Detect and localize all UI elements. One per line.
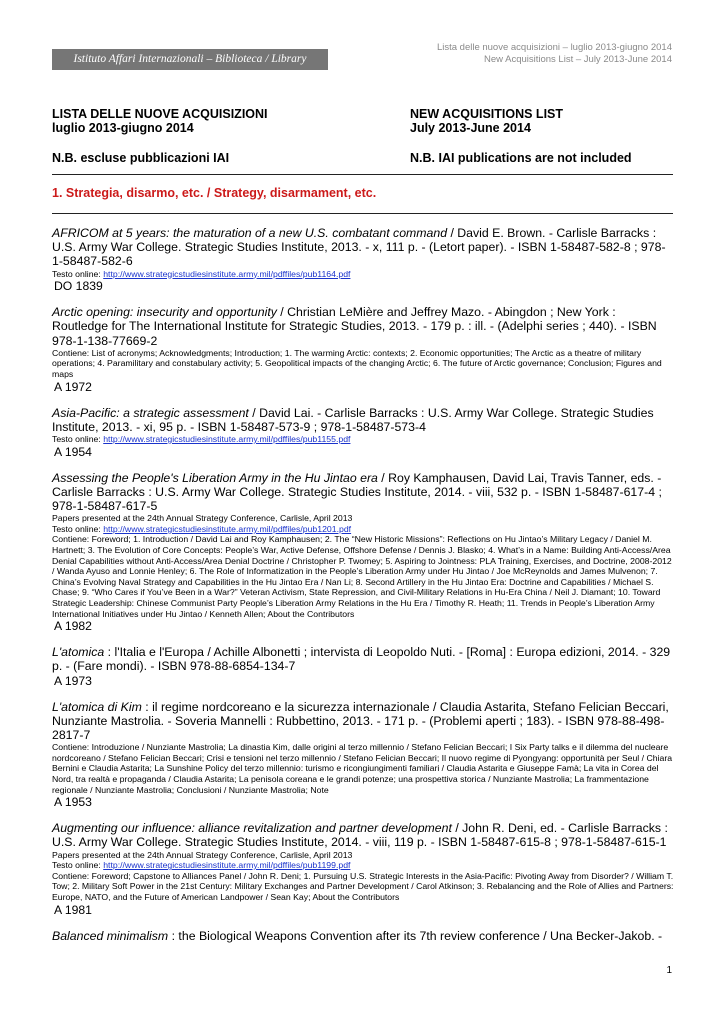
bibliography-entry: [52, 700, 674, 810]
entry-contents: Contiene: List of acronyms; Acknowledgments; Introduction; 1. The warming Arctic: contexts; 2. Economic opportunities; The Arctic as a theatre of military operations; 4. Paramilitary and constabulary activity; 5. Geopolitical impacts of the changing Arctic; 6. The future of Arctic governance; Conclusion; Figures and maps: [52, 347, 662, 379]
running-header: [352, 42, 672, 66]
english-period: July 2013-June 2014: [410, 121, 531, 135]
shelf-mark: A 1981: [54, 902, 92, 917]
entry-contents: Contiene: Foreword; 1. Introduction / David Lai and Roy Kamphausen; 2. The “New Historic Missions”: Reflections on Hu Jintao’s Military Legacy / Daniel M. Hartnett; 3. The Evolution of Core Concepts: People’s War, Active Defense, Offshore Defense / Dennis J. Blasko; 4. What’s in a Name: Building Anti-Access/Area Denial Capabilities without Anti-Access/Area Denial Doctrine / Christopher P. Twomey; 5. Aspiring to Jointness: PLA Training, Exercises, and Doctrine, 2008-2012 / Wanda Ayuso and Lonnie Henley; 6. The Role of Informatization in the People’s Liberation Army under Hu Jintao / Joe McReynolds and James Mulvenon; 7. China’s Evolving Naval Strategy and Capabilities in the Hu Jintao Era / Nan Li; 8. Second Artillery in the Hu Jintao Era: Doctrine and Capabilities / Michael S. Chase; 9. “Who Cares if You’ve Been in a War?” Veteran Activism, State Repression, and Civil-Military Relations in Hu-Era China / Neil J. Diamant; 10. Toward Strategic Leadership: Chinese Communist Party People’s Liberation Army Relations in the Hu Era / Timothy R. Heath; 11. Trends in People’s Liberation Army International Initiatives under Hu Jintao / Kenneth Allen; About the Contributors: [52, 534, 672, 619]
shelf-mark: A 1973: [54, 673, 92, 688]
library-banner: Istituto Affari Internazionali – Biblioteca / Library: [52, 49, 328, 70]
entry-citation: [52, 305, 674, 348]
english-title-block: [410, 107, 632, 165]
entry-description: : the Biological Weapons Convention after its 7th review conference / Una Becker-Jakob. -: [168, 928, 663, 943]
online-text-line: [52, 860, 674, 871]
entry-citation: [52, 471, 674, 514]
entry-citation: [52, 645, 674, 673]
entry-note: Papers presented at the 24th Annual Strategy Conference, Carlisle, April 2013: [52, 849, 353, 860]
entry-citation: [52, 929, 674, 943]
entry-description: : il regime nordcoreano e la sicurezza internazionale / Claudia Astarita, Stefano Felician Beccari, Nunziante Mastrolia. - Soveria Mannelli : Rubbettino, 2013. - 171 p. - (Problemi aperti ; 183). - ISBN 978-88-498-2817-7: [52, 699, 669, 742]
italian-title-block: [52, 107, 268, 165]
bibliography-entry: [52, 645, 674, 687]
entry-description: / Christian LeMière and Jeffrey Mazo. - Abingdon ; New York : Routledge for The International Institute for Strategic Studies, 2013. - 179 p. : ill. - (Adelphi series ; 440). - ISBN 978-1-138-77669-2: [52, 305, 657, 348]
shelf-mark: A 1972: [54, 379, 92, 394]
entry-title: L'atomica: [52, 645, 105, 660]
online-label: Testo online:: [52, 434, 104, 444]
online-link[interactable]: http://www.strategicstudiesinstitute.army.mil/pdffiles/pub1164.pdf: [103, 268, 351, 279]
section-divider-bottom: [52, 213, 673, 214]
italian-period: luglio 2013-giugno 2014: [52, 121, 194, 135]
bibliography-entry: [52, 226, 674, 293]
online-text-line: [52, 524, 674, 535]
entry-list: [52, 226, 674, 955]
shelf-mark: DO 1839: [54, 279, 103, 294]
online-label: Testo online:: [52, 268, 104, 279]
running-header-italian: Lista delle nuove acquisizioni – luglio 2013-giugno 2014: [436, 42, 672, 53]
entry-title: Arctic opening: insecurity and opportunity: [52, 305, 277, 320]
bibliography-entry: [52, 305, 674, 393]
entry-citation: [52, 700, 674, 743]
entry-description: / David Lai. - Carlisle Barracks : U.S. Army War College. Strategic Studies Institute, 2013. - xi, 95 p. - ISBN 1-58487-573-9 ; 978-1-58487-573-4: [52, 405, 654, 434]
shelf-mark: A 1953: [54, 795, 92, 810]
shelf-mark: A 1954: [54, 444, 92, 459]
online-link[interactable]: http://www.strategicstudiesinstitute.army.mil/pdffiles/pub1199.pdf: [103, 860, 351, 871]
online-link[interactable]: http://www.strategicstudiesinstitute.army.mil/pdffiles/pub1201.pdf: [103, 523, 352, 534]
italian-note: N.B. escluse pubblicazioni IAI: [52, 151, 230, 165]
entry-title: Augmenting our influence: alliance revitalization and partner development: [52, 821, 452, 836]
entry-title: Balanced minimalism: [52, 928, 169, 943]
bibliography-entry: [52, 821, 674, 916]
shelf-mark: A 1982: [54, 619, 92, 634]
entry-citation: [52, 406, 674, 434]
entry-contents: Contiene: Introduzione / Nunziante Mastrolia; La dinastia Kim, dalle origini al terzo millennio / Stefano Felician Beccari; I Six Party talks e il dilemma del nucleare nordcoreano / Stefano Felician Beccari; Crisi e tensioni nel terzo millennio / Stefano Felician Beccari; Il nuovo regime di Pyongyang: opportunità per Seul / Chiara Bernini e Claudia Astarita; La Sunshine Policy del terzo millennio: turismo e ricongiungimenti familiari / Claudia Astarita e Giuseppe Famà; La vita in Corea del Nord, tra realtà e propaganda / Claudia Astarita; La penisola coreana e le grandi potenze; una prospettiva storica / Nunziante Mastrolia; La frammentazione regionale / Nunziante Mastrolia; Conclusioni / Nunziante Mastrolia; Note: [52, 742, 673, 795]
entry-title: AFRICOM at 5 years: the maturation of a new U.S. combatant command: [52, 226, 448, 240]
entry-citation: [52, 226, 674, 269]
online-text-line: [52, 434, 674, 445]
entry-contents: Contiene: Foreword; Capstone to Alliances Panel / John R. Deni; 1. Pursuing U.S. Strategic Interests in the Asia-Pacific: Pivoting Away from Disorder? / William T. Tow; 2. Military Soft Power in the 21st Century: Military Exchanges and Partner Development / Carol Atkinson; 3. Rebalancing and the Role of Allies and Partners: Europe, NATO, and the Future of American Landpower / Sean Kay; About the Contributors: [52, 870, 674, 902]
bibliography-entry: [52, 471, 674, 634]
italian-title: LISTA DELLE NUOVE ACQUISIZIONI: [52, 107, 268, 121]
entry-description: / John R. Deni, ed. - Carlisle Barracks : U.S. Army War College. Strategic Studies Institute, 2014. - viii, 119 p. - ISBN 1-58487-615-8 ; 978-1-58487-615-1: [52, 821, 668, 850]
online-label: Testo online:: [52, 523, 104, 534]
entry-title: Assessing the People's Liberation Army in the Hu Jintao era: [52, 470, 378, 485]
english-note: N.B. IAI publications are not included: [410, 151, 632, 165]
section-heading: 1. Strategia, disarmo, etc. / Strategy, disarmament, etc.: [52, 186, 377, 200]
entry-note: Papers presented at the 24th Annual Strategy Conference, Carlisle, April 2013: [52, 513, 353, 524]
entry-citation: [52, 821, 674, 849]
online-link[interactable]: http://www.strategicstudiesinstitute.army.mil/pdffiles/pub1155.pdf: [103, 434, 351, 444]
section-divider-top: [52, 174, 673, 175]
entry-title: L'atomica di Kim: [52, 699, 142, 714]
entry-description: / Roy Kamphausen, David Lai, Travis Tanner, eds. - Carlisle Barracks : U.S. Army War College. Strategic Studies Institute, 2014. - viii, 532 p. - ISBN 1-58487-617-4 ; 978-1-58487-617-5: [52, 470, 662, 513]
page-number: 1: [666, 965, 672, 976]
online-text-line: [52, 269, 674, 280]
english-title: NEW ACQUISITIONS LIST: [410, 107, 564, 121]
entry-description: : l'Italia e l'Europa / Achille Albonetti ; intervista di Leopoldo Nuti. - [Roma] : Europa edizioni, 2014. - 329 p. - (Fare mondi). - ISBN 978-88-6854-134-7: [52, 645, 671, 674]
entry-title: Asia-Pacific: a strategic assessment: [52, 405, 249, 420]
running-header-english: New Acquisitions List – July 2013-June 2014: [483, 54, 672, 65]
entry-description: / David E. Brown. - Carlisle Barracks : U.S. Army War College. Strategic Studies Institute, 2013. - x, 111 p. - (Letort paper). - ISBN 1-58487-582-8 ; 978-1-58487-582-6: [52, 226, 666, 269]
online-label: Testo online:: [52, 860, 104, 871]
bibliography-entry: [52, 406, 674, 459]
bibliography-entry: [52, 929, 674, 943]
